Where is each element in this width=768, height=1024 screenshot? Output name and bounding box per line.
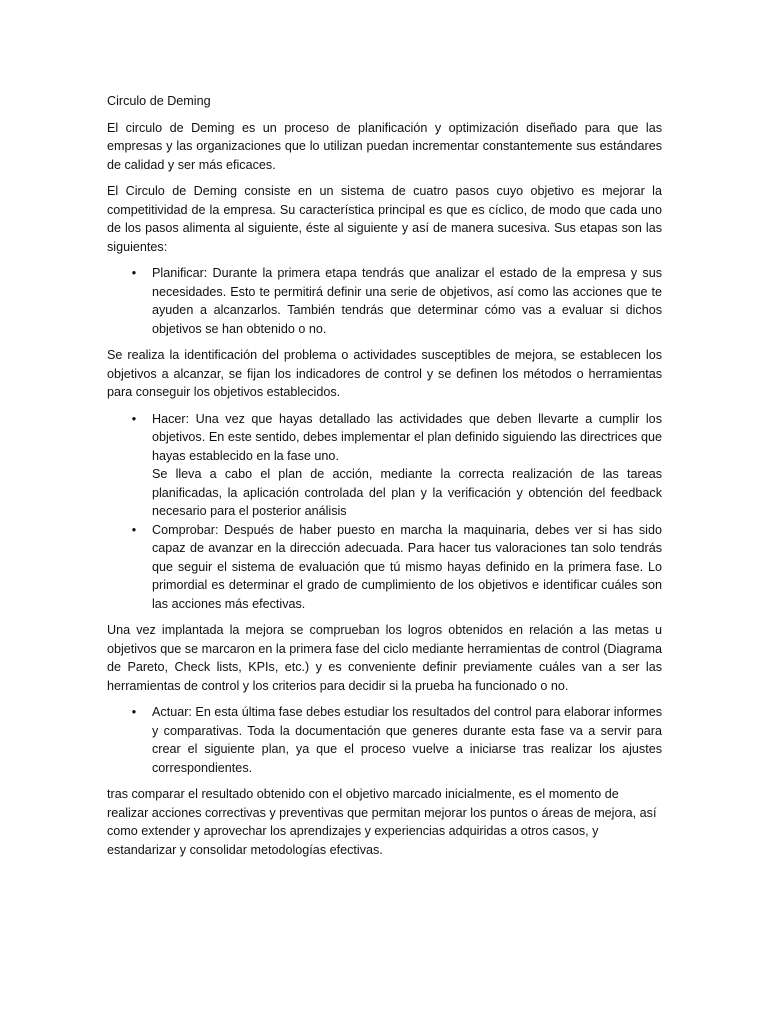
list-item-text: Hacer: Una vez que hayas detallado las actividades que deben llevarte a cumplir los objetivos. En este sentido, debes implementar el plan definido siguiendo las directrices que hayas establecido en la fase uno. bbox=[152, 411, 662, 463]
description-paragraph: El Circulo de Deming consiste en un sistema de cuatro pasos cuyo objetivo es mejorar la competitividad de la empresa. Su característica principal es que es cíclico, de modo que cada uno de los pasos alimenta al siguiente, éste al siguiente y así de manera sucesiva. Sus etapas son las siguientes: bbox=[107, 184, 662, 254]
check-detail-paragraph: Una vez implantada la mejora se comprueban los logros obtenidos en relación a las metas u objetivos que se marcaron en la primera fase del ciclo mediante herramientas de control (Diagrama de Pareto, Check lists, KPIs, etc.) y es conveniente definir previamente cuáles van a ser las herramientas de control y los criterios para decidir si la prueba ha funcionado o no. bbox=[107, 623, 662, 693]
list-item-text: Comprobar: Después de haber puesto en marcha la maquinaria, debes ver si has sido capaz de avanzar en la dirección adecuada. Para hacer tus valoraciones tan solo tendrás que seguir el sistema de evaluación que tú mismo hayas definido en la primera fase. Lo primordial es determinar el grado de cumplimiento de los objetivos e identificar cuáles son las acciones más efectivas. bbox=[152, 522, 662, 611]
list-item-text: Actuar: En esta última fase debes estudiar los resultados del control para elaborar informes y comparativas. Toda la documentación que generes durante esta fase va a servir para crear el siguiente plan, ya que el proceso vuelve a iniciarse tras realizar los ajustes correspondientes. bbox=[152, 705, 662, 775]
list-item-comprobar bbox=[107, 521, 662, 614]
intro-paragraph: El circulo de Deming es un proceso de planificación y optimización diseñado para que las empresas y las organizaciones que lo utilizan puedan incrementar constantemente sus estándares de calidad y ser más eficaces. bbox=[107, 120, 662, 172]
bullet-icon: • bbox=[131, 411, 137, 426]
list-item-subtext: Se lleva a cabo el plan de acción, mediante la correcta realización de las tareas planificadas, la aplicación controlada del plan y la verificación y obtención del feedback necesario para el posterior análisis bbox=[152, 467, 662, 518]
bullet-icon: • bbox=[131, 705, 137, 719]
bullet-icon: • bbox=[131, 522, 137, 537]
list-item-planificar bbox=[107, 264, 662, 338]
document-body bbox=[107, 92, 662, 867]
list-item-text: Planificar: Durante la primera etapa tendrás que analizar el estado de la empresa y sus necesidades. Esto te permitirá definir una serie de objetivos, así como las acciones que te ayuden a alcanzarlos. También tendrás que determinar cómo vas a evaluar si dichos objetivos se han obtenido o no. bbox=[152, 266, 662, 336]
document-title: Circulo de Deming bbox=[107, 94, 211, 108]
stage-list-plan bbox=[107, 264, 662, 338]
bullet-icon: • bbox=[131, 266, 137, 280]
list-item-hacer bbox=[107, 410, 662, 521]
closing-paragraph: tras comparar el resultado obtenido con el objetivo marcado inicialmente, es el momento de realizar acciones correctivas y preventivas que permitan mejorar los puntos o áreas de mejora, así como extender y aprovechar los aprendizajes y experiencias adquiridas a otros casos, y estandarizar y consolidar metodologías efectivas. bbox=[107, 787, 657, 857]
stage-list-do-check bbox=[107, 410, 662, 614]
plan-detail-paragraph: Se realiza la identificación del problema o actividades susceptibles de mejora, se establecen los objetivos a alcanzar, se fijan los indicadores de control y se definen los métodos o herramientas para conseguir los objetivos establecidos. bbox=[107, 348, 662, 399]
list-item-actuar bbox=[107, 703, 662, 777]
stage-list-act bbox=[107, 703, 662, 777]
